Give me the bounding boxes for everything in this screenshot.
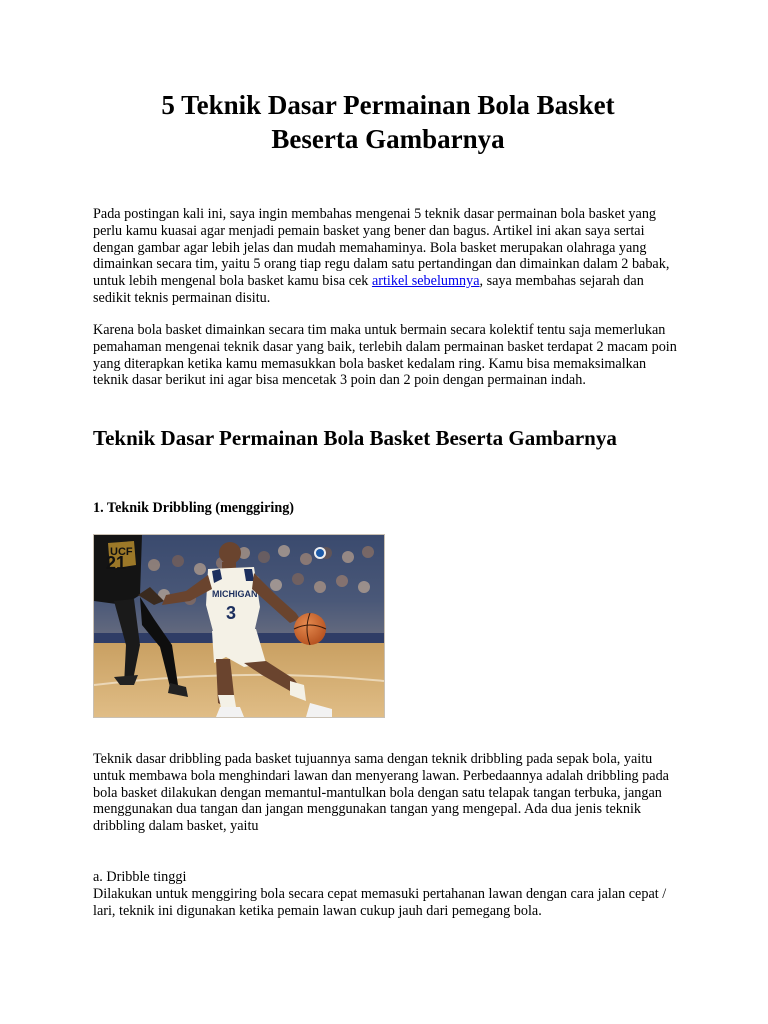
basketball [294,613,326,645]
dribble-tinggi-text: Dilakukan untuk menggiring bola secara cepat memasuki pertahanan lawan dengan cara jalan cepat / lari, teknik ini digunakan ketika pemain lawan cukup jauh dari pemegang bola. [93,886,667,919]
jersey-number: 3 [226,603,237,623]
jersey-text: MICHIGAN [212,589,258,599]
dribbling-paragraph: Teknik dasar dribbling pada basket tujuannya sama dengan teknik dribbling pada sepak bola, yaitu untuk membawa bola menghindari lawan dan menyerang lawan. Perbedaannya adalah dribbling pada bola basket dilakukan dengan memantul-mantulkan bola dengan satu telapak tangan terbuka, jangan menggunakan dua tangan dan jangan menggunakan tangan yang mengepal. Ada dua jenis teknik dribbling dalam basket, yaitu [93,751,669,835]
page-title-line1: 5 Teknik Dasar Permainan Bola Basket [161,90,615,120]
previous-article-link[interactable]: artikel sebelumnya [371,273,480,290]
intro-paragraph [93,206,683,307]
opponent-number: 21 [106,553,127,573]
dribble-tinggi-section [93,869,683,920]
dribbling-photo [93,534,385,718]
dribble-tinggi-label: a. Dribble tinggi [93,869,187,885]
page-title-line2: Beserta Gambarnya [271,124,505,154]
opponent-jersey-text: UCF [110,546,133,558]
page-title [93,88,683,156]
second-paragraph: Karena bola basket dimainkan secara tim maka untuk bermain secara kolektif tentu saja memerlukan pemahaman mengenai teknik dasar yang baik, terlebih dalam permainan basket terdapat 2 macam poin yang diterapkan ketika kamu memasukkan bola basket kedalam ring. Kamu bisa memaksimalkan teknik dasar berikut ini agar bisa mencetak 3 poin dan 2 poin dengan permainan indah. [93,322,677,389]
intro-text: Pada postingan kali ini, saya ingin membahas mengenai 5 teknik dasar permainan bola basket yang perlu kamu kuasai agar menjadi pemain basket yang bener dan bagus. Artikel ini akan saya sertai dengan gambar agar lebih jelas dan mudah memahaminya. Bola basket merupakan olahraga yang dimainkan secara tim, yaitu 5 orang tiap regu dalam satu pertandingan dan dimainkan dalam 2 babak, untuk lebih mengenal bola basket kamu bisa cek [93,206,670,290]
subsection-heading: 1. Teknik Dribbling (menggiring) [93,500,295,516]
section-heading: Teknik Dasar Permainan Bola Basket Beserta Gambarnya [93,426,617,450]
intro-text-end: , saya membahas sejarah dan sedikit teknis permainan disitu. [93,273,644,306]
